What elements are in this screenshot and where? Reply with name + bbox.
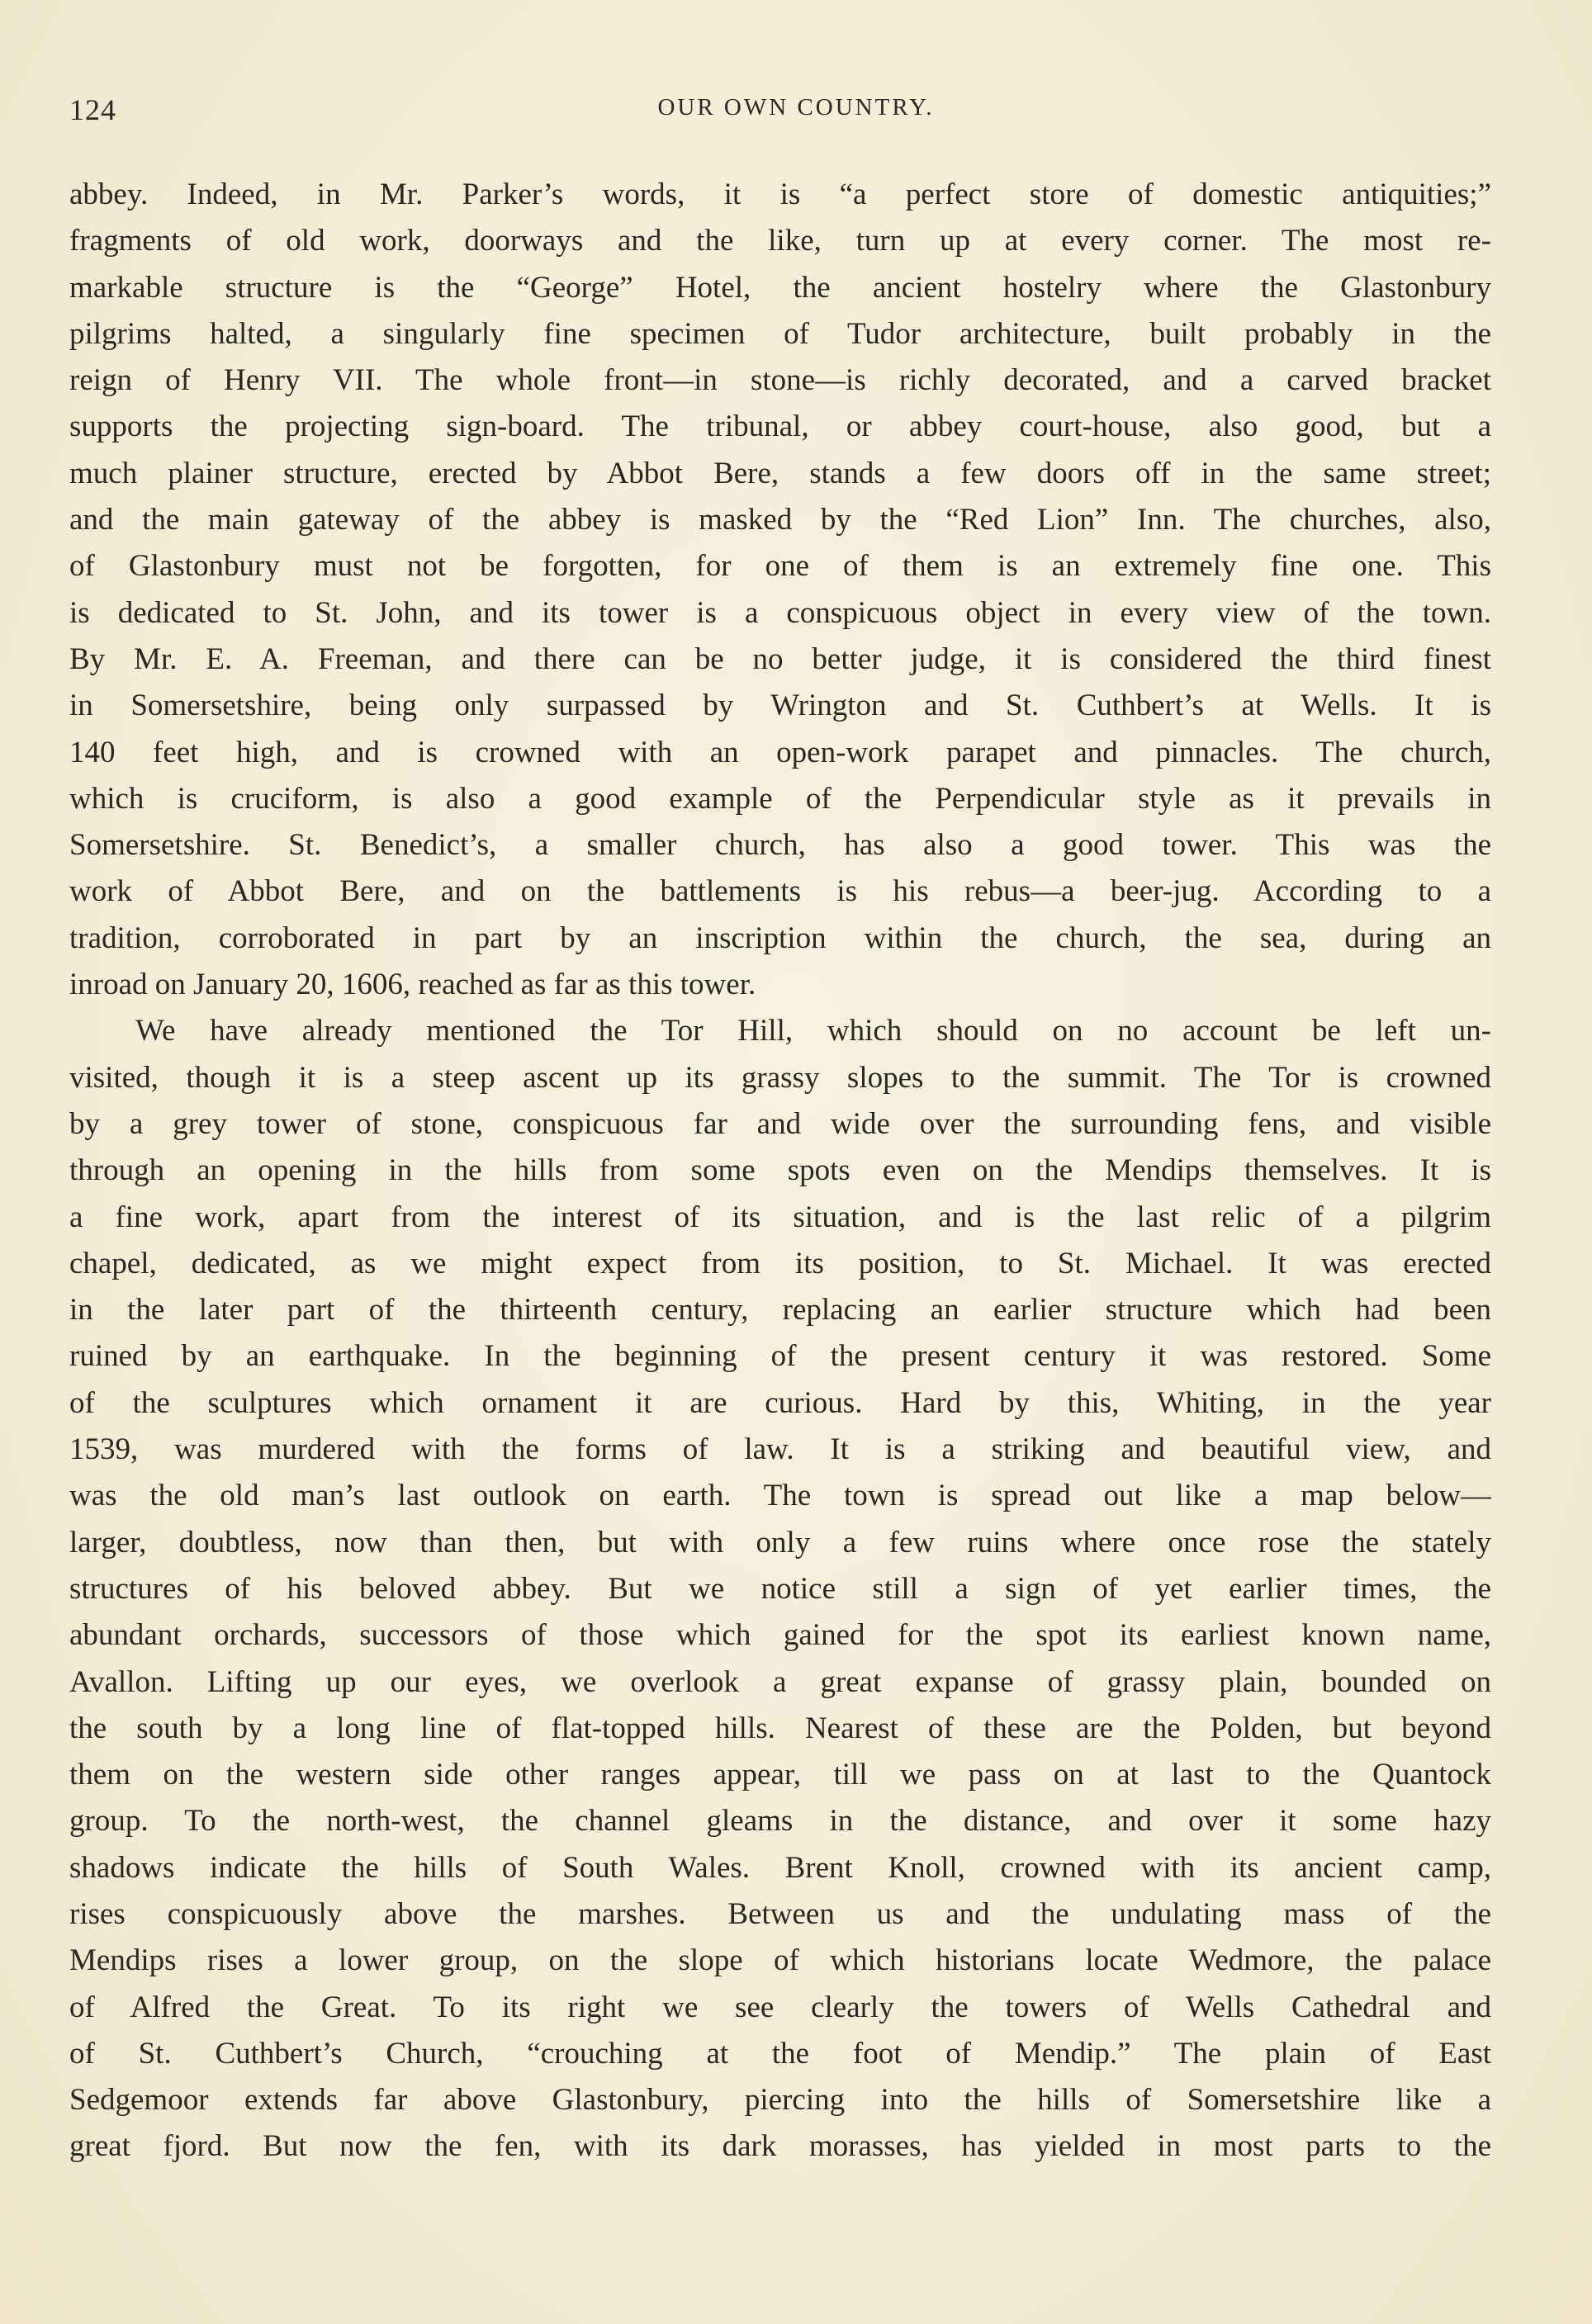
page-number: 124 (69, 93, 116, 126)
body-text (69, 172, 1491, 2170)
text-line: of Glastonbury must not be forgotten, for one of them is an extremely fine one. This (69, 549, 1491, 584)
text-line: the south by a long line of flat-topped hills. Nearest of these are the Polden, but beyond (69, 1711, 1491, 1745)
text-line: in Somersetshire, being only surpassed by Wrington and St. Cuthbert’s at Wells. It is (69, 689, 1491, 723)
text-line: a fine work, apart from the interest of its situation, and is the last relic of a pilgrim (69, 1200, 1491, 1234)
paragraph (69, 172, 1491, 1008)
text-line: shadows indicate the hills of South Wales. Brent Knoll, crowned with its ancient camp, (69, 1850, 1491, 1885)
text-line: in the later part of the thirteenth century, replacing an earlier structure which had been (69, 1293, 1491, 1328)
text-line: abbey. Indeed, in Mr. Parker’s words, it is “a perfect store of domestic antiquities;” (69, 177, 1491, 211)
text-line: larger, doubtless, now than then, but with only a few ruins where once rose the stately (69, 1525, 1491, 1560)
text-line: 140 feet high, and is crowned with an open-work parapet and pinnacles. The church, (69, 735, 1491, 769)
text-line: visited, though it is a steep ascent up its grassy slopes to the summit. The Tor is crowned (69, 1060, 1491, 1095)
text-line: Sedgemoor extends far above Glastonbury, piercing into the hills of Somersetshire like a (69, 2083, 1491, 2118)
text-line: 1539, was murdered with the forms of law. It is a striking and beautiful view, and (69, 1432, 1491, 1467)
text-line: inroad on January 20, 1606, reached as far as this tower. (69, 968, 756, 1002)
text-line: Somersetshire. St. Benedict’s, a smaller church, has also a good tower. This was the (69, 828, 1491, 863)
page-header (69, 92, 1523, 134)
text-line: work of Abbot Bere, and on the battlements is his rebus—a beer-jug. According to a (69, 874, 1491, 909)
text-line: By Mr. E. A. Freeman, and there can be no better judge, it is considered the third finest (69, 641, 1491, 676)
text-line: much plainer structure, erected by Abbot Bere, stands a few doors off in the same street; (69, 456, 1491, 490)
running-title: OUR OWN COUNTRY. (657, 94, 935, 121)
text-line: of St. Cuthbert’s Church, “crouching at the foot of Mendip.” The plain of East (69, 2036, 1491, 2071)
text-line: of the sculptures which ornament it are curious. Hard by this, Whiting, in the year (69, 1385, 1491, 1420)
text-line: markable structure is the “George” Hotel, the ancient hostelry where the Glastonbury (69, 270, 1491, 305)
text-line: through an opening in the hills from some spots even on the Mendips themselves. It is (69, 1153, 1491, 1188)
text-line: tradition, corroborated in part by an inscription within the church, the sea, during an (69, 921, 1491, 955)
text-line: was the old man’s last outlook on earth. The town is spread out like a map below— (69, 1479, 1491, 1513)
text-line: rises conspicuously above the marshes. Between us and the undulating mass of the (69, 1896, 1491, 1931)
text-line: by a grey tower of stone, conspicuous far and wide over the surrounding fens, and visible (69, 1106, 1491, 1141)
text-line: reign of Henry VII. The whole front—in stone—is richly decorated, and a carved bracket (69, 363, 1491, 398)
text-line: them on the western side other ranges appear, till we pass on at last to the Quantock (69, 1758, 1491, 1792)
text-line: Avallon. Lifting up our eyes, we overlook a great expanse of grassy plain, bounded on (69, 1664, 1491, 1699)
text-line: great fjord. But now the fen, with its dark morasses, has yielded in most parts to the (69, 2129, 1491, 2164)
paragraph (69, 1008, 1491, 2170)
text-line: ruined by an earthquake. In the beginning of the present century it was restored. Some (69, 1339, 1491, 1374)
text-line: of Alfred the Great. To its right we see clearly the towers of Wells Cathedral and (69, 1990, 1491, 2024)
text-line: supports the projecting sign-board. The tribunal, or abbey court-house, also good, but a (69, 409, 1491, 444)
text-line: and the main gateway of the abbey is masked by the “Red Lion” Inn. The churches, also, (69, 503, 1491, 537)
text-line: is dedicated to St. John, and its tower is a conspicuous object in every view of the town. (69, 595, 1491, 630)
text-line: fragments of old work, doorways and the like, turn up at every corner. The most re- (69, 224, 1491, 258)
text-line: pilgrims halted, a singularly fine specimen of Tudor architecture, built probably in the (69, 316, 1491, 351)
text-line: which is cruciform, is also a good example of the Perpendicular style as it prevails in (69, 781, 1491, 816)
text-line: group. To the north-west, the channel gleams in the distance, and over it some hazy (69, 1804, 1491, 1839)
text-line: Mendips rises a lower group, on the slope of which historians locate Wedmore, the palace (69, 1943, 1491, 1978)
text-line: chapel, dedicated, as we might expect from its position, to St. Michael. It was erected (69, 1246, 1491, 1280)
text-line: We have already mentioned the Tor Hill, which should on no account be left un- (135, 1014, 1491, 1048)
text-line: abundant orchards, successors of those which gained for the spot its earliest known name, (69, 1618, 1491, 1653)
text-line: structures of his beloved abbey. But we notice still a sign of yet earlier times, the (69, 1571, 1491, 1606)
